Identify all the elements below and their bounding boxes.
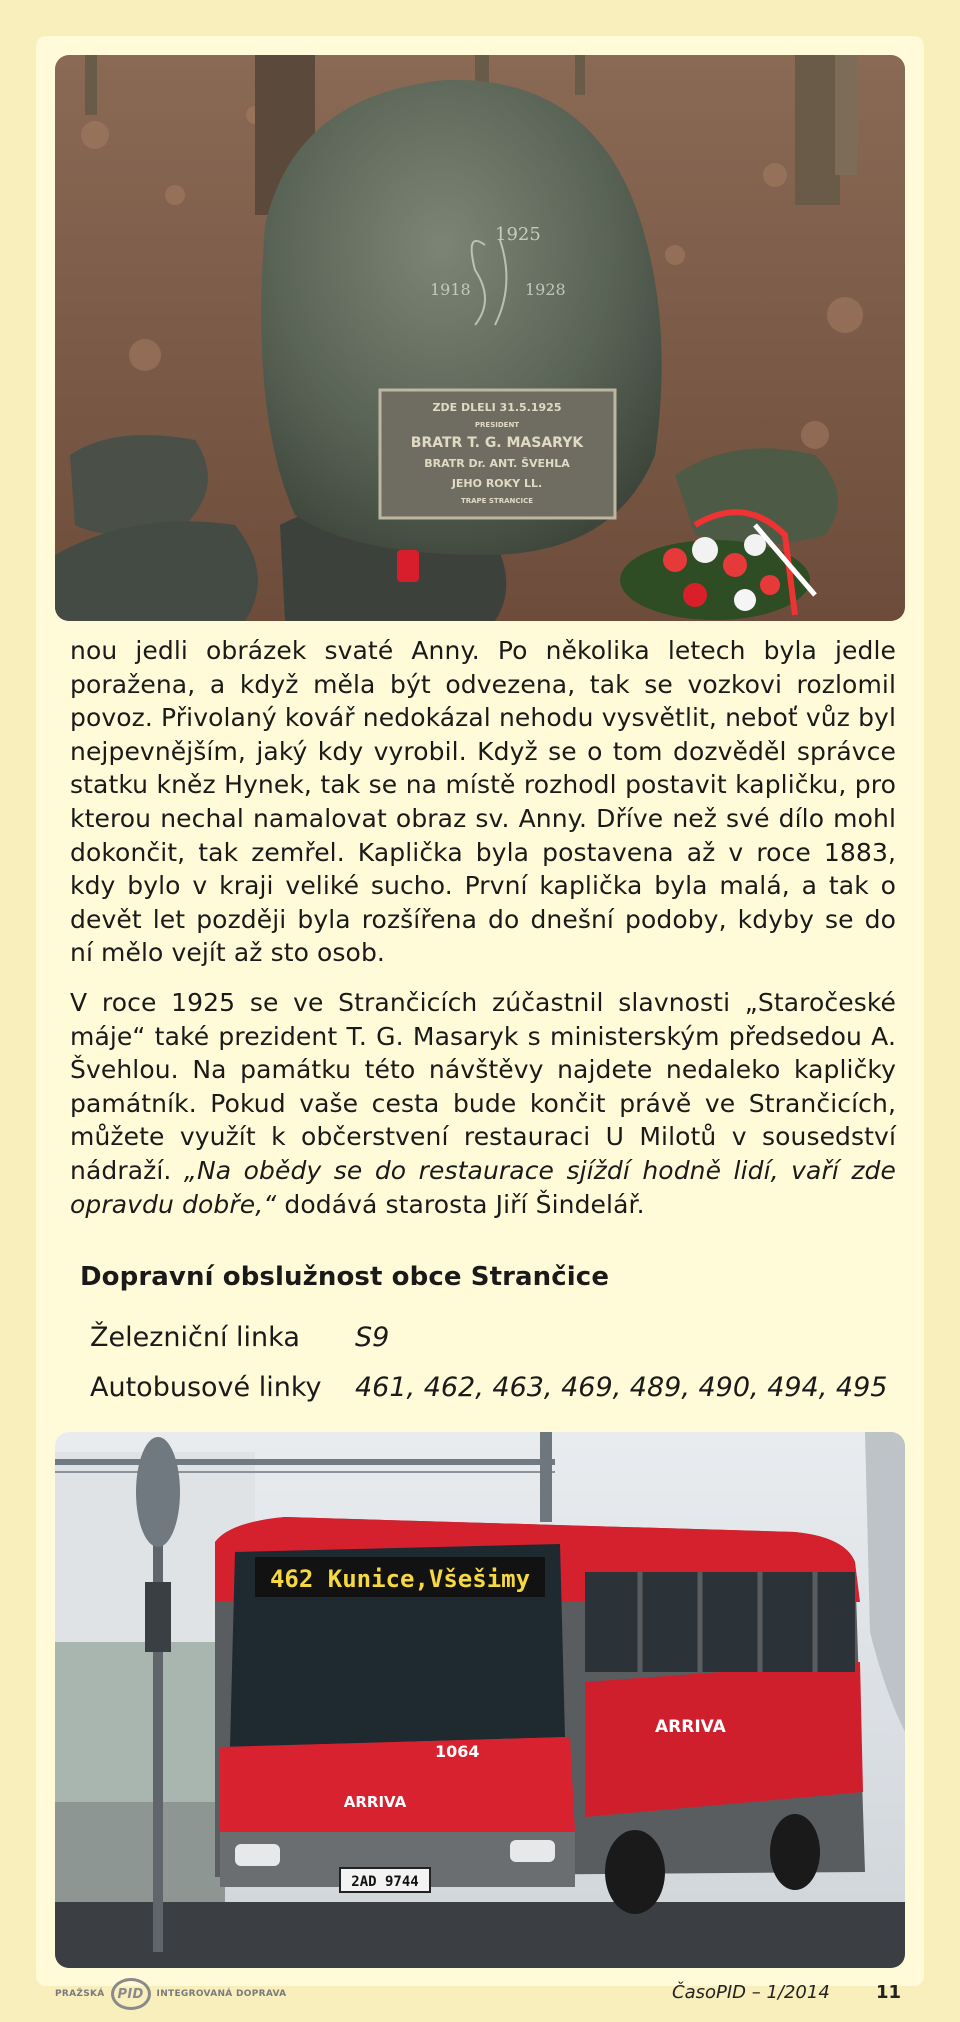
bus-brand-front: ARRIVA <box>343 1793 407 1811</box>
transport-heading: Dopravní obslužnost obce Strančice <box>80 1262 610 1292</box>
transport-row-value: S9 <box>355 1321 390 1353</box>
memorial-stone-photo <box>55 55 905 621</box>
plaque-line-3: BRATR T. G. MASARYK <box>410 435 584 451</box>
bus-destination-sign: 462 Kunice,Všešimy <box>269 1565 531 1593</box>
bus-license-plate: 2AD 9744 <box>351 1874 419 1890</box>
mayor-quote: „Na obědy se do restaurace sjíždí hodně lidí, vaří zde opravdu dobře,“ <box>70 1155 896 1219</box>
page-footer <box>0 1970 960 2022</box>
transport-row-bus <box>80 1362 900 1412</box>
plaque-line-4: BRATR Dr. ANT. ŠVEHLA <box>424 457 570 470</box>
page-number: 11 <box>876 1982 902 2003</box>
pid-logo-mark: PID <box>111 1978 151 2010</box>
pid-logo <box>55 1980 286 2008</box>
transport-row-label: Autobusové linky <box>90 1371 322 1403</box>
bus-photo <box>55 1432 905 1968</box>
article-body <box>70 634 896 1237</box>
plaque-line-5: JEHO ROKY LL. <box>451 477 543 490</box>
issue-label: ČasoPID – 1/2014 <box>672 1982 830 2003</box>
plaque-line-2: PRESIDENT <box>474 421 520 429</box>
bus-brand-side: ARRIVA <box>655 1717 726 1737</box>
logo-right-text: INTEGROVANÁ DOPRAVA <box>156 1989 287 1999</box>
bus-fleet-number: 1064 <box>435 1742 480 1761</box>
plaque-line-6: TRAPE STRANCICE <box>460 497 534 505</box>
transport-info <box>80 1262 900 1412</box>
paragraph-2-text: V roce 1925 se ve Strančicích zúčastnil slavnosti „Staročeské máje“ také prezident T. G. Masaryk s ministerským předsedou A. Švehlou. Na památku této návštěvy najdete nedaleko kapličky památník. Pokud vaše cesta bude končit právě ve Strančicích, můžete využít k občerstvení restauraci U Milotů v sousedství nádraží. <box>70 987 896 1185</box>
paragraph-2-tail: dodává starosta Jiří Šindelář. <box>276 1189 645 1219</box>
transport-row-value: 461, 462, 463, 469, 489, 490, 494, 495 <box>355 1371 888 1403</box>
stone-year-left: 1918 <box>430 280 471 299</box>
paragraph-1: nou jedli obrázek svaté Anny. Po několika letech byla jedle poražena, a když měla být odvezena, tak se vozkovi rozlomil povoz. Přivolaný kovář nedokázal nehodu vysvětlit, neboť vůz byl nejpevnějším, jaký kdy vyrobil. Když se o tom dozvěděl správce statku kněz Hynek, tak se na místě rozhodl postavit kapličku, pro kterou nechal namalovat obraz sv. Anny. Dříve než své dílo mohl dokončit, tak zemřel. Kaplička byla postavena až v roce 1883, kdy bylo v kraji veliké sucho. První kaplička byla malá, a tak o devět let později byla rozšířena do dnešní podoby, kdyby se do ní mělo vejít až sto osob. <box>70 636 896 968</box>
plaque-line-1: ZDE DLELI 31.5.1925 <box>432 401 562 414</box>
logo-left-text: PRAŽSKÁ <box>55 1989 105 1999</box>
stone-year-right: 1928 <box>525 280 566 299</box>
stone-year-top: 1925 <box>495 224 541 245</box>
paragraph-2 <box>70 986 896 1221</box>
transport-row-rail <box>80 1312 900 1362</box>
transport-row-label: Železniční linka <box>90 1321 300 1353</box>
